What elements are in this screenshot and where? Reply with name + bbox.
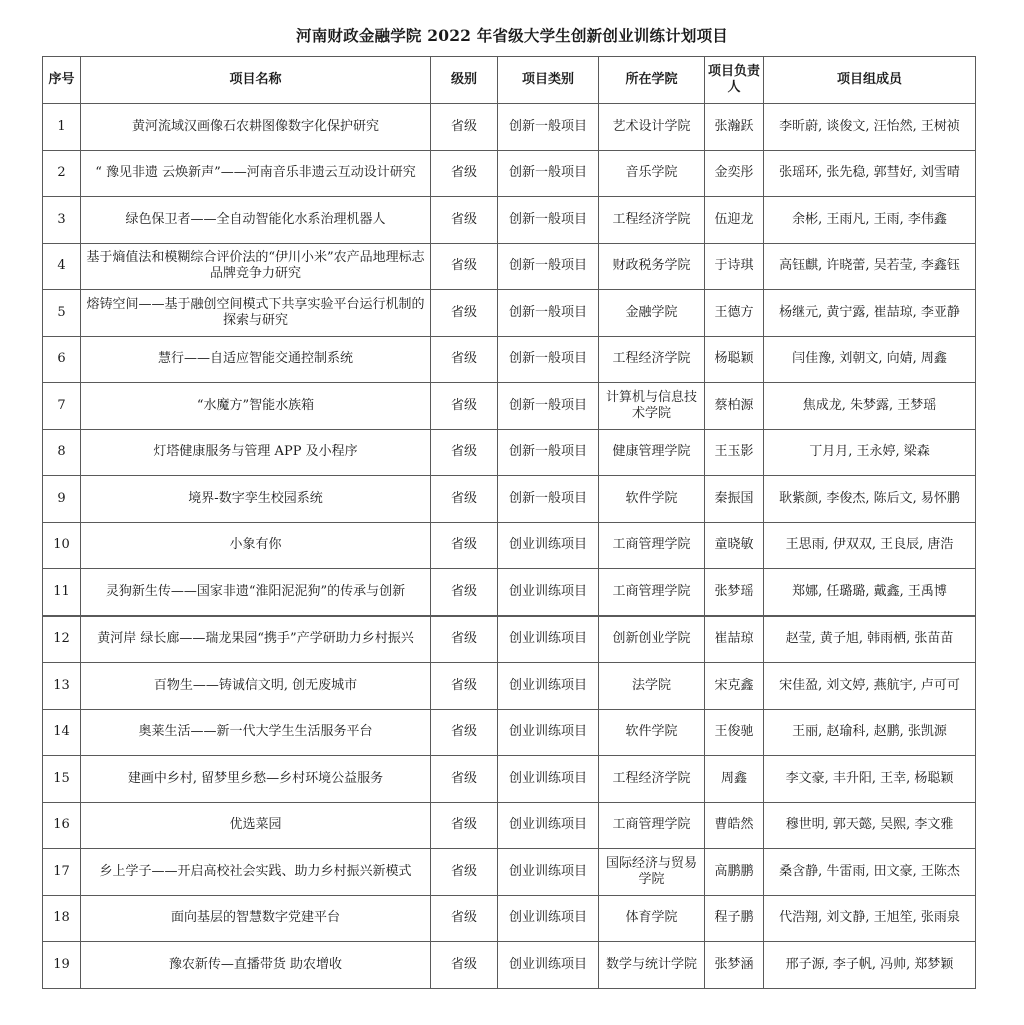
cell-category: 创业训练项目: [498, 709, 599, 756]
cell-leader: 宋克鑫: [705, 663, 764, 710]
cell-name: 慧行——自适应智能交通控制系统: [81, 336, 431, 383]
cell-level: 省级: [431, 663, 498, 710]
cell-level: 省级: [431, 104, 498, 151]
cell-members: 穆世明, 郭天懿, 吴熙, 李文雅: [764, 802, 976, 849]
cell-no: 8: [43, 429, 81, 476]
cell-college: 数学与统计学院: [599, 942, 705, 989]
cell-members: 焦成龙, 朱梦露, 王梦瑶: [764, 383, 976, 430]
cell-college: 法学院: [599, 663, 705, 710]
cell-college: 财政税务学院: [599, 243, 705, 290]
cell-members: 赵莹, 黄子旭, 韩雨栖, 张苗苗: [764, 616, 976, 663]
cell-leader: 程子鹏: [705, 895, 764, 942]
cell-name: 熔铸空间——基于融创空间模式下共享实验平台运行机制的探索与研究: [81, 290, 431, 337]
table-row: [43, 104, 976, 151]
table-row: [43, 895, 976, 942]
cell-name: 境界-数字孪生校园系统: [81, 476, 431, 523]
header-category: 项目类别: [498, 57, 599, 104]
cell-level: 省级: [431, 429, 498, 476]
cell-college: 软件学院: [599, 476, 705, 523]
table-row: [43, 756, 976, 803]
cell-name: 奥莱生活——新一代大学生生活服务平台: [81, 709, 431, 756]
table-row: [43, 942, 976, 989]
cell-members: 王丽, 赵瑜科, 赵鹏, 张凯源: [764, 709, 976, 756]
table-row: [43, 663, 976, 710]
cell-leader: 秦振国: [705, 476, 764, 523]
cell-members: 李昕蔚, 谈俊文, 汪怡然, 王树祯: [764, 104, 976, 151]
cell-leader: 王俊驰: [705, 709, 764, 756]
cell-name: “水魔方”智能水族箱: [81, 383, 431, 430]
cell-name: 灯塔健康服务与管理 APP 及小程序: [81, 429, 431, 476]
cell-members: 闫佳豫, 刘朝文, 向婧, 周鑫: [764, 336, 976, 383]
cell-leader: 张瀚跃: [705, 104, 764, 151]
cell-members: 李文豪, 丰升阳, 王幸, 杨聪颖: [764, 756, 976, 803]
cell-members: 高钰麒, 许晓蕾, 吴若莹, 李鑫钰: [764, 243, 976, 290]
cell-college: 工商管理学院: [599, 802, 705, 849]
cell-no: 14: [43, 709, 81, 756]
cell-no: 13: [43, 663, 81, 710]
cell-college: 体育学院: [599, 895, 705, 942]
cell-name: 优选菜园: [81, 802, 431, 849]
cell-category: 创新一般项目: [498, 197, 599, 244]
table-row: [43, 476, 976, 523]
cell-members: 郑娜, 任璐璐, 戴鑫, 王禹博: [764, 569, 976, 616]
table-row: [43, 336, 976, 383]
cell-no: 5: [43, 290, 81, 337]
cell-category: 创业训练项目: [498, 895, 599, 942]
cell-no: 10: [43, 522, 81, 569]
cell-no: 19: [43, 942, 81, 989]
header-no: 序号: [43, 57, 81, 104]
table-row: [43, 616, 976, 663]
table-row: [43, 150, 976, 197]
cell-level: 省级: [431, 849, 498, 896]
cell-category: 创新一般项目: [498, 150, 599, 197]
cell-college: 健康管理学院: [599, 429, 705, 476]
cell-leader: 杨聪颖: [705, 336, 764, 383]
cell-category: 创新一般项目: [498, 476, 599, 523]
header-leader: 项目负责人: [705, 57, 764, 104]
cell-category: 创新一般项目: [498, 383, 599, 430]
table-row: [43, 383, 976, 430]
cell-name: 绿色保卫者——全自动智能化水系治理机器人: [81, 197, 431, 244]
cell-category: 创业训练项目: [498, 569, 599, 616]
cell-level: 省级: [431, 197, 498, 244]
cell-level: 省级: [431, 616, 498, 663]
cell-no: 4: [43, 243, 81, 290]
cell-level: 省级: [431, 709, 498, 756]
cell-leader: 童晓敏: [705, 522, 764, 569]
table-row: [43, 569, 976, 616]
cell-leader: 曹皓然: [705, 802, 764, 849]
cell-leader: 金奕彤: [705, 150, 764, 197]
cell-no: 16: [43, 802, 81, 849]
cell-members: 杨继元, 黄宁露, 崔喆琼, 李亚静: [764, 290, 976, 337]
page-title: 河南财政金融学院 2022 年省级大学生创新创业训练计划项目: [296, 26, 728, 45]
table-row: [43, 429, 976, 476]
cell-level: 省级: [431, 336, 498, 383]
cell-level: 省级: [431, 243, 498, 290]
cell-college: 工程经济学院: [599, 756, 705, 803]
cell-name: 面向基层的智慧数字党建平台: [81, 895, 431, 942]
cell-members: 邢子源, 李子帆, 冯帅, 郑梦颖: [764, 942, 976, 989]
cell-category: 创业训练项目: [498, 942, 599, 989]
cell-category: 创业训练项目: [498, 616, 599, 663]
cell-category: 创新一般项目: [498, 104, 599, 151]
cell-level: 省级: [431, 476, 498, 523]
cell-level: 省级: [431, 802, 498, 849]
cell-level: 省级: [431, 290, 498, 337]
cell-category: 创新一般项目: [498, 290, 599, 337]
cell-members: 宋佳盈, 刘文婷, 燕航宇, 卢可可: [764, 663, 976, 710]
cell-members: 王思雨, 伊双双, 王良辰, 唐浩: [764, 522, 976, 569]
cell-category: 创新一般项目: [498, 429, 599, 476]
cell-members: 余彬, 王雨凡, 王雨, 李伟鑫: [764, 197, 976, 244]
cell-no: 18: [43, 895, 81, 942]
cell-members: 代浩翔, 刘文静, 王旭笙, 张雨泉: [764, 895, 976, 942]
table-row: [43, 849, 976, 896]
cell-category: 创业训练项目: [498, 849, 599, 896]
cell-no: 17: [43, 849, 81, 896]
cell-college: 软件学院: [599, 709, 705, 756]
header-row: [43, 57, 976, 104]
cell-leader: 蔡柏源: [705, 383, 764, 430]
cell-members: 张瑶环, 张先稳, 郭彗好, 刘雪晴: [764, 150, 976, 197]
header-level: 级别: [431, 57, 498, 104]
cell-college: 创新创业学院: [599, 616, 705, 663]
cell-leader: 张梦瑶: [705, 569, 764, 616]
table-row: [43, 243, 976, 290]
cell-no: 1: [43, 104, 81, 151]
cell-category: 创新一般项目: [498, 336, 599, 383]
table-row: [43, 709, 976, 756]
cell-no: 15: [43, 756, 81, 803]
cell-level: 省级: [431, 522, 498, 569]
cell-level: 省级: [431, 756, 498, 803]
cell-name: 黄河流域汉画像石农耕图像数字化保护研究: [81, 104, 431, 151]
table-row: [43, 290, 976, 337]
cell-name: 百物生——铸诚信文明, 创无废城市: [81, 663, 431, 710]
cell-leader: 高鹏鹏: [705, 849, 764, 896]
cell-leader: 于诗琪: [705, 243, 764, 290]
cell-level: 省级: [431, 150, 498, 197]
cell-category: 创业训练项目: [498, 756, 599, 803]
cell-name: 小象有你: [81, 522, 431, 569]
cell-level: 省级: [431, 942, 498, 989]
cell-college: 工商管理学院: [599, 522, 705, 569]
cell-college: 国际经济与贸易学院: [599, 849, 705, 896]
header-name: 项目名称: [81, 57, 431, 104]
cell-category: 创新一般项目: [498, 243, 599, 290]
cell-level: 省级: [431, 383, 498, 430]
projects-table: [42, 56, 976, 989]
header-members: 项目组成员: [764, 57, 976, 104]
cell-leader: 周鑫: [705, 756, 764, 803]
cell-no: 11: [43, 569, 81, 616]
cell-no: 7: [43, 383, 81, 430]
cell-leader: 张梦涵: [705, 942, 764, 989]
cell-leader: 王玉影: [705, 429, 764, 476]
cell-leader: 王德方: [705, 290, 764, 337]
cell-members: 桑含静, 牛雷雨, 田文豪, 王陈杰: [764, 849, 976, 896]
cell-name: 黄河岸 绿长廊——瑞龙果园“携手”产学研助力乡村振兴: [81, 616, 431, 663]
cell-name: 基于熵值法和模糊综合评价法的“伊川小米”农产品地理标志品牌竞争力研究: [81, 243, 431, 290]
cell-college: 工程经济学院: [599, 197, 705, 244]
table-row: [43, 197, 976, 244]
cell-no: 6: [43, 336, 81, 383]
cell-leader: 崔喆琼: [705, 616, 764, 663]
cell-no: 2: [43, 150, 81, 197]
cell-level: 省级: [431, 569, 498, 616]
cell-name: “ 豫见非遗 云焕新声”——河南音乐非遗云互动设计研究: [81, 150, 431, 197]
cell-college: 金融学院: [599, 290, 705, 337]
cell-category: 创业训练项目: [498, 522, 599, 569]
cell-name: 乡上学子——开启高校社会实践、助力乡村振兴新模式: [81, 849, 431, 896]
cell-name: 豫农新传—直播带货 助农增收: [81, 942, 431, 989]
table-row: [43, 522, 976, 569]
cell-no: 3: [43, 197, 81, 244]
cell-category: 创业训练项目: [498, 663, 599, 710]
cell-no: 9: [43, 476, 81, 523]
cell-college: 工商管理学院: [599, 569, 705, 616]
cell-members: 丁月月, 王永婷, 梁森: [764, 429, 976, 476]
cell-leader: 伍迎龙: [705, 197, 764, 244]
cell-no: 12: [43, 616, 81, 663]
cell-level: 省级: [431, 895, 498, 942]
table-row: [43, 802, 976, 849]
header-college: 所在学院: [599, 57, 705, 104]
cell-name: 建画中乡村, 留梦里乡愁—乡村环境公益服务: [81, 756, 431, 803]
cell-college: 计算机与信息技术学院: [599, 383, 705, 430]
table-body: [43, 104, 976, 989]
cell-college: 工程经济学院: [599, 336, 705, 383]
cell-members: 耿紫颜, 李俊杰, 陈后文, 易怀鹏: [764, 476, 976, 523]
cell-college: 音乐学院: [599, 150, 705, 197]
cell-college: 艺术设计学院: [599, 104, 705, 151]
cell-name: 灵狗新生传——国家非遗“淮阳泥泥狗”的传承与创新: [81, 569, 431, 616]
cell-category: 创业训练项目: [498, 802, 599, 849]
